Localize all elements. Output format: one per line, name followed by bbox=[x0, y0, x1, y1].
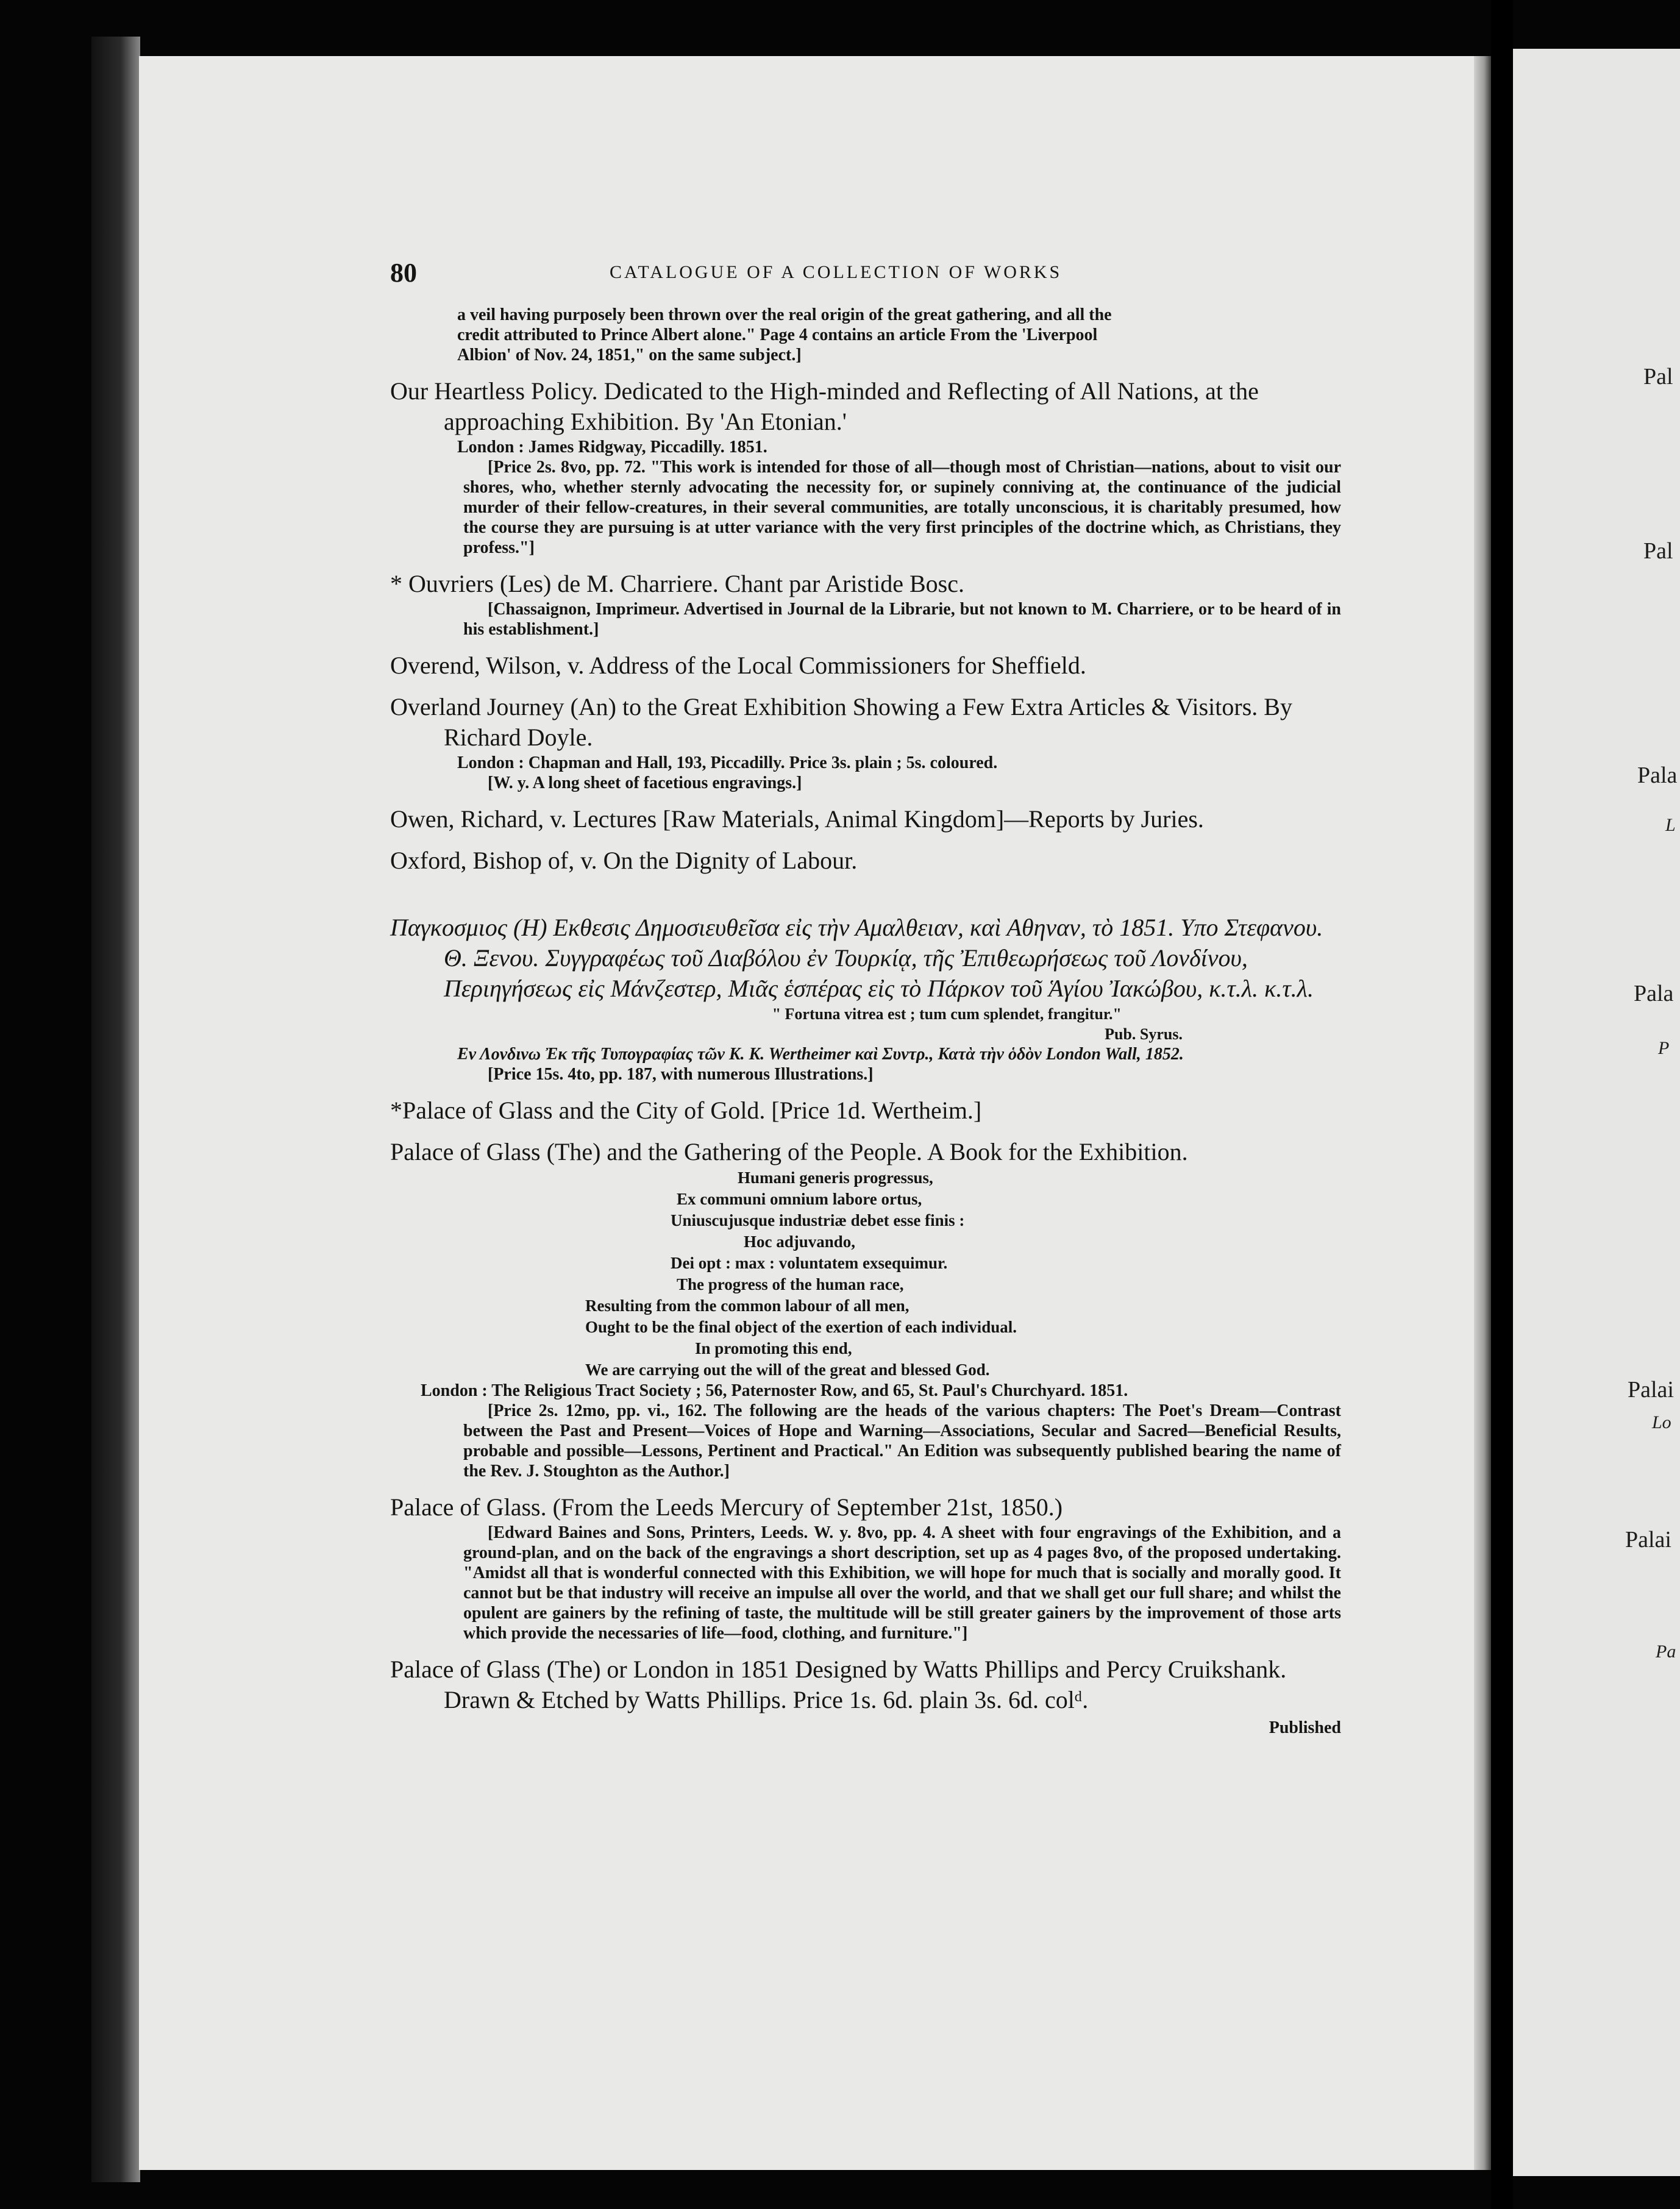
entry-motto bbox=[390, 1167, 1341, 1381]
catalogue-entry bbox=[390, 1492, 1341, 1643]
entry-note: [Price 2s. 12mo, pp. vi., 162. The following are the heads of the various chapters: The Poet's Dream—Contrast between the Past and Present—Voices of Hope and Warning—Associations, Secular and Sacred—Beneficial Results, probable and possible—Lessons, Pertinent and Practical." An Edition was subsequently published bearing the name of the Rev. J. Stoughton as the Author.] bbox=[463, 1401, 1341, 1481]
facing-page-text: Pala bbox=[1637, 763, 1678, 788]
page-edge-shadow bbox=[1474, 56, 1491, 2170]
motto-line: Dei opt : max : voluntatem exsequimur. bbox=[671, 1254, 948, 1272]
motto-line: Ex communi omnium labore ortus, bbox=[677, 1190, 922, 1208]
entry-title: Oxford, Bishop of, v. On the Dignity of Labour. bbox=[390, 847, 858, 874]
entry-imprint: London : James Ridgway, Piccadilly. 1851. bbox=[457, 438, 767, 457]
book-gutter bbox=[1491, 0, 1513, 2209]
facing-page-text: Lo bbox=[1652, 1412, 1671, 1432]
book-binding-edge bbox=[91, 37, 140, 2182]
motto-line: We are carrying out the will of the great and blessed God. bbox=[585, 1361, 990, 1379]
catalogue-entry bbox=[390, 650, 1341, 681]
entry-note: [Price 15s. 4to, pp. 187, with numerous Illustrations.] bbox=[488, 1065, 874, 1084]
motto-line: Ought to be the final object of the exertion of each individual. bbox=[585, 1318, 1017, 1336]
facing-page-fragment bbox=[1513, 49, 1680, 2176]
note-line: a veil having purposely been thrown over the real origin of the great gathering, and all the bbox=[457, 305, 1112, 324]
page-number: 80 bbox=[390, 258, 417, 288]
running-title: CATALOGUE OF A COLLECTION OF WORKS bbox=[610, 262, 1062, 282]
motto-line: Uniuscujusque industriæ debet esse finis : bbox=[671, 1211, 965, 1229]
facing-page-text: Palai bbox=[1625, 1527, 1671, 1553]
catalogue-entry bbox=[390, 804, 1341, 834]
catalogue-entry bbox=[390, 1095, 1341, 1126]
entry-epigraph: " Fortuna vitrea est ; tum cum splendet, frangitur." bbox=[772, 1005, 1122, 1023]
facing-page-text: Pala bbox=[1634, 981, 1674, 1006]
entry-imprint: Εν Λονδινω Ἐκ τῆς Τυπογραφίας τῶν K. K. Wertheimer καὶ Συντρ., Κατὰ τὴν ὁδὸν London Wall, 1852. bbox=[457, 1045, 1184, 1064]
facing-page-text: Pal bbox=[1643, 538, 1673, 564]
facing-page-text: Pa bbox=[1656, 1642, 1676, 1662]
entry-title: Palace of Glass. (From the Leeds Mercury of September 21st, 1850.) bbox=[390, 1493, 1063, 1521]
motto-line: In promoting this end, bbox=[695, 1339, 852, 1357]
note-line: credit attributed to Prince Albert alone." Page 4 contains an article From the 'Liverpool bbox=[457, 325, 1098, 344]
motto-line: Humani generis progressus, bbox=[738, 1169, 933, 1187]
continuation-note bbox=[390, 305, 1341, 365]
entry-note: [Price 2s. 8vo, pp. 72. "This work is intended for those of all—though most of Christian—nations, about to visit our shores, who, whether sternly advocating the necessity for, or supinely conniving at, the continuance of the judicial murder of their fellow-creatures, in their several communities, are totally unconscious, it is charitably presumed, how the course they are pursuing is at utter variance with the very first principles of the doctrine which, as Christians, they profess."] bbox=[463, 458, 1341, 557]
catalogue-entry bbox=[390, 692, 1341, 793]
entry-title: Palace of Glass (The) and the Gathering of the People. A Book for the Exhibition. bbox=[390, 1138, 1188, 1165]
facing-page-text: Palai bbox=[1628, 1377, 1674, 1403]
catalogue-entry bbox=[390, 1137, 1341, 1481]
catalogue-entry bbox=[390, 569, 1341, 639]
entry-title: Overland Journey (An) to the Great Exhibition Showing a Few Extra Articles & Visitors. By Richard Doyle. bbox=[390, 693, 1292, 751]
epigraph-attribution: Pub. Syrus. bbox=[1105, 1025, 1183, 1043]
catalogue-entries bbox=[390, 305, 1341, 1738]
entry-note: [Chassaignon, Imprimeur. Advertised in Journal de la Librarie, but not known to M. Charriere, or to be heard of in his establishment.] bbox=[463, 600, 1341, 639]
catalogue-entry bbox=[390, 1654, 1341, 1715]
entry-title: Παγκοσμιος (Η) Εκθεσις Δημοσιευθεῖσα εἰς τὴν Αμαλθειαν, καὶ Αθηναν, τὸ 1851. Υπο Στεφανου. Θ. Ξενου. Συγγραφέως τοῦ Διαβόλου ἐν Τουρκίᾳ, τῆς Ἐπιθεωρήσεως τοῦ Λονδίνου, Περιηγήσεως εἰς Μάνζεστερ, Μιᾶς ἑσπέρας εἰς τὸ Πάρκον τοῦ Ἁγίου Ἰακώβου, κ.τ.λ. κ.τ.λ. bbox=[390, 914, 1323, 1002]
motto-line: Hoc adjuvando, bbox=[744, 1233, 856, 1251]
motto-line: Resulting from the common labour of all men, bbox=[585, 1297, 909, 1315]
entry-title: Owen, Richard, v. Lectures [Raw Materials, Animal Kingdom]—Reports by Juries. bbox=[390, 805, 1204, 833]
catalogue-entry bbox=[390, 845, 1341, 876]
note-line: Albion' of Nov. 24, 1851," on the same subject.] bbox=[457, 346, 802, 365]
facing-page-text: P bbox=[1658, 1038, 1670, 1058]
entry-title: *Palace of Glass and the City of Gold. [Price 1d. Wertheim.] bbox=[390, 1097, 982, 1124]
motto-line: The progress of the human race, bbox=[677, 1275, 904, 1293]
entry-title: Our Heartless Policy. Dedicated to the High-minded and Reflecting of All Nations, at the approaching Exhibition. By 'An Etonian.' bbox=[390, 377, 1259, 435]
catchword: Published bbox=[1269, 1718, 1341, 1737]
entry-title: Palace of Glass (The) or London in 1851 Designed by Watts Phillips and Percy Cruikshank. Drawn & Etched by Watts Phillips. Price 1s. 6d. plain 3s. 6d. colᵈ. bbox=[390, 1656, 1287, 1713]
entry-title: Overend, Wilson, v. Address of the Local Commissioners for Sheffield. bbox=[390, 652, 1086, 679]
catalogue-entry bbox=[390, 376, 1341, 558]
entry-note: [Edward Baines and Sons, Printers, Leeds. W. y. 8vo, pp. 4. A sheet with four engravings of the Exhibition, and a ground-plan, and on the back of the engravings a short description, set up as 4 pages 8vo, of the proposed undertaking. "Amidst all that is wonderful connected with this Exhibition, we will hope for much that is socially and morally good. It cannot but be that industry will receive an impulse all over the world, and that we shall get our full share; and whilst the opulent are gainers by the refining of taste, the multitude will be still greater gainers by the improvement of those arts which provide the necessaries of life—food, clothing, and furniture."] bbox=[463, 1523, 1341, 1643]
entry-imprint: London : The Religious Tract Society ; 56, Paternoster Row, and 65, St. Paul's Churchyard. 1851. bbox=[421, 1381, 1128, 1400]
catalogue-entry-greek bbox=[390, 912, 1341, 1084]
facing-page-text: Pal bbox=[1643, 364, 1673, 390]
running-head bbox=[390, 257, 1341, 288]
entry-imprint: London : Chapman and Hall, 193, Piccadilly. Price 3s. plain ; 5s. coloured. bbox=[457, 753, 998, 772]
entry-title: * Ouvriers (Les) de M. Charriere. Chant par Aristide Bosc. bbox=[390, 570, 964, 597]
entry-note: [W. y. A long sheet of facetious engravings.] bbox=[488, 774, 802, 792]
facing-page-text: L bbox=[1665, 815, 1676, 835]
